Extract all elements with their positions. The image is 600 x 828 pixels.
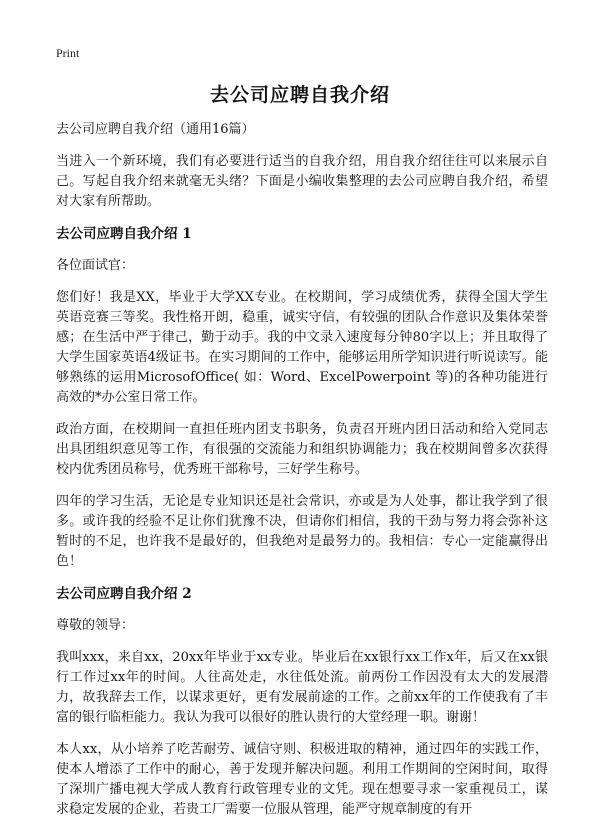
body-paragraph: 四年的学习生活，无论是专业知识还是社会常识，亦或是为人处事，都让我学到了很多。或许我的经验不足让你们犹豫不决，但请你们相信，我的干劲与努力将会弥补这暂时的不足，也许我不是最好的，但我绝对是最努力的。我相信：专心一定能赢得出色！ <box>56 494 548 569</box>
section-heading: 去公司应聘自我介绍 1 <box>56 226 192 242</box>
body-paragraph: 本人xx，从小培养了吃苦耐劳、诚信守则、积极进取的精神，通过四年的实践工作，使本人增添了工作中的耐心，善于发现并解决问题。利用工作期间的空闲时间，取得了深圳广播电视大学成人教育行政管理专业的文凭。现在想要寻求一家重视员工，谋求稳定发展的企业，若贵工厂需要一位服从管理，能严守规章制度的有开 <box>56 742 548 817</box>
body-paragraph: 政治方面，在校期间一直担任班内团支书职务，负责召开班内团日活动和给入党同志出具团组织意见等工作，有很强的交流能力和组织协调能力；我在校期间曾多次获得校内优秀团员称号，优秀班干部称号，三好学生称号。 <box>56 422 548 477</box>
document-title: 去公司应聘自我介绍 <box>209 84 390 106</box>
section-heading: 去公司应聘自我介绍 2 <box>56 586 192 602</box>
body-paragraph: 您们好！我是XX，毕业于大学XX专业。在校期间，学习成绩优秀，获得全国大学生英语竞赛三等奖。我性格开朗，稳重，诚实守信，有较强的团队合作意识及集体荣誉感；在生活中严于律己，勤于动手。我的中文录入速度每分钟80字以上；并且取得了大学生国家英语4级证书。在实习期间的工作中，能够运用所学知识进行听说读写。能够熟练的运用MicrosofOffice( 如：Word、ExcelPowerpoint 等)的各种功能进行高效的*办公室日常工作。 <box>56 290 548 405</box>
document-subtitle: 去公司应聘自我介绍（通用16篇） <box>56 122 255 137</box>
salutation: 各位面试官： <box>56 258 135 273</box>
document-body <box>56 120 548 828</box>
body-paragraph: 我叫xxx，来自xx，20xx年毕业于xx专业。毕业后在xx银行xx工作x年，后又在xx银行工作过xx年的时间。人往高处走，水往低处流。前两份工作因没有太大的发展潜力，故我辞去工作，以谋求更好，更有发展前途的工作。之前xx年的工作使我有了丰富的银行临柜能力。我认为我可以很好的胜认贵行的大堂经理一职。谢谢！ <box>56 650 548 725</box>
salutation: 尊敬的领导： <box>56 618 135 633</box>
intro-paragraph: 当进入一个新环境，我们有必要进行适当的自我介绍，用自我介绍往往可以来展示自己。写起自我介绍来就毫无头绪？下面是小编收集整理的去公司应聘自我介绍，希望对大家有所帮助。 <box>56 154 548 209</box>
print-label: Print <box>56 46 80 60</box>
